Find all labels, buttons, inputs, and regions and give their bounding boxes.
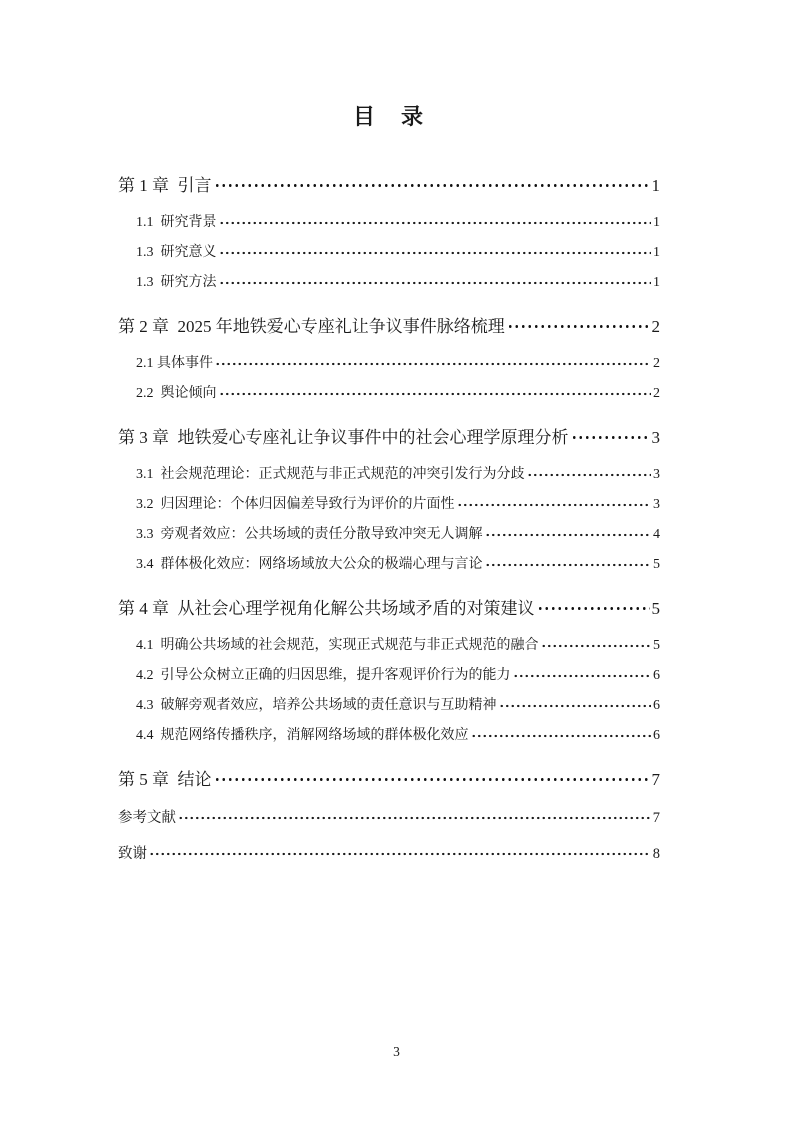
toc-entry-page: 5 xyxy=(651,599,660,618)
dot-leader xyxy=(457,498,652,512)
toc-entry-label: 参考文献 xyxy=(118,810,176,826)
toc-entry-3-4[interactable] xyxy=(118,554,660,575)
toc-entry-1-3[interactable] xyxy=(118,272,660,293)
toc-entry-page: 1 xyxy=(653,215,660,230)
toc-entry-chapter-1[interactable] xyxy=(118,172,660,199)
toc-entry-label: 第 5 章 结论 xyxy=(118,770,212,789)
toc-entry-acknowledgements[interactable] xyxy=(118,843,660,865)
toc-entry-chapter-3[interactable] xyxy=(118,424,660,451)
toc-entry-chapter-4[interactable] xyxy=(118,595,660,622)
toc-entry-label: 4.1 明确公共场域的社会规范，实现正式规范与非正式规范的融合 xyxy=(136,638,539,653)
dot-leader xyxy=(485,528,652,542)
dot-leader xyxy=(214,771,650,788)
toc-entry-label: 3.2 归因理论：个体归因偏差导致行为评价的片面性 xyxy=(136,497,455,512)
toc-entry-page: 3 xyxy=(653,467,660,482)
dot-leader xyxy=(571,429,650,446)
toc-entry-page: 3 xyxy=(651,428,660,447)
dot-leader xyxy=(541,639,652,653)
toc-entry-page: 1 xyxy=(651,176,660,195)
toc-entry-page: 6 xyxy=(653,698,660,713)
toc-entry-4-1[interactable] xyxy=(118,635,660,656)
dot-leader xyxy=(219,387,652,401)
toc-entry-label: 4.3 破解旁观者效应，培养公共场域的责任意识与互助精神 xyxy=(136,698,497,713)
toc-entry-chapter-5[interactable] xyxy=(118,766,660,793)
toc-entry-label: 4.4 规范网络传播秩序，消解网络场域的群体极化效应 xyxy=(136,728,469,743)
page-number: 3 xyxy=(393,1044,400,1059)
dot-leader xyxy=(178,811,651,826)
table-of-contents xyxy=(118,172,660,865)
toc-entry-label: 第 3 章 地铁爱心专座礼让争议事件中的社会心理学原理分析 xyxy=(118,428,569,447)
toc-entry-page: 6 xyxy=(653,668,660,683)
toc-entry-label: 2.2 舆论倾向 xyxy=(136,386,217,401)
toc-entry-page: 3 xyxy=(653,497,660,512)
toc-entry-page: 5 xyxy=(653,638,660,653)
toc-entry-chapter-2[interactable] xyxy=(118,313,660,340)
dot-leader xyxy=(214,177,650,194)
dot-leader xyxy=(485,558,652,572)
toc-entry-page: 5 xyxy=(653,557,660,572)
page-title: 目 录 xyxy=(352,104,425,129)
toc-entry-label: 第 2 章 2025 年地铁爱心专座礼让争议事件脉络梳理 xyxy=(118,317,505,336)
toc-entry-3-2[interactable] xyxy=(118,494,660,515)
toc-entry-page: 7 xyxy=(651,770,660,789)
toc-entry-label: 1.3 研究意义 xyxy=(136,245,217,260)
toc-entry-label: 3.3 旁观者效应：公共场域的责任分散导致冲突无人调解 xyxy=(136,527,483,542)
dot-leader xyxy=(149,847,651,862)
toc-entry-label: 2.1 具体事件 xyxy=(136,356,213,371)
toc-entry-label: 1.3 研究方法 xyxy=(136,275,217,290)
toc-entry-1-1[interactable] xyxy=(118,212,660,233)
dot-leader xyxy=(527,468,652,482)
toc-entry-page: 2 xyxy=(653,356,660,371)
toc-entry-label: 第 1 章 引言 xyxy=(118,176,212,195)
toc-entry-label: 1.1 研究背景 xyxy=(136,215,217,230)
dot-leader xyxy=(537,600,650,617)
toc-entry-references[interactable] xyxy=(118,807,660,829)
dot-leader xyxy=(507,318,650,335)
toc-entry-label: 第 4 章 从社会心理学视角化解公共场域矛盾的对策建议 xyxy=(118,599,535,618)
toc-entry-3-3[interactable] xyxy=(118,524,660,545)
toc-entry-label: 致谢 xyxy=(118,846,147,862)
toc-entry-2-2[interactable] xyxy=(118,383,660,404)
toc-entry-label: 3.4 群体极化效应：网络场域放大公众的极端心理与言论 xyxy=(136,557,483,572)
dot-leader xyxy=(513,669,652,683)
toc-entry-label: 3.1 社会规范理论：正式规范与非正式规范的冲突引发行为分歧 xyxy=(136,467,525,482)
toc-entry-page: 6 xyxy=(653,728,660,743)
toc-entry-page: 4 xyxy=(653,527,660,542)
toc-entry-page: 8 xyxy=(652,846,660,862)
toc-entry-3-1[interactable] xyxy=(118,464,660,485)
toc-entry-label: 4.2 引导公众树立正确的归因思维，提升客观评价行为的能力 xyxy=(136,668,511,683)
dot-leader xyxy=(471,729,652,743)
dot-leader xyxy=(215,357,651,371)
toc-entry-4-4[interactable] xyxy=(118,725,660,746)
toc-entry-2-1[interactable] xyxy=(118,353,660,374)
dot-leader xyxy=(219,216,652,230)
toc-entry-4-3[interactable] xyxy=(118,695,660,716)
dot-leader xyxy=(219,276,652,290)
toc-entry-4-2[interactable] xyxy=(118,665,660,686)
dot-leader xyxy=(219,246,652,260)
toc-entry-page: 2 xyxy=(651,317,660,336)
toc-entry-1-2[interactable] xyxy=(118,242,660,263)
toc-entry-page: 2 xyxy=(653,386,660,401)
toc-entry-page: 1 xyxy=(653,275,660,290)
dot-leader xyxy=(499,699,652,713)
toc-entry-page: 1 xyxy=(653,245,660,260)
toc-entry-page: 7 xyxy=(652,810,660,826)
